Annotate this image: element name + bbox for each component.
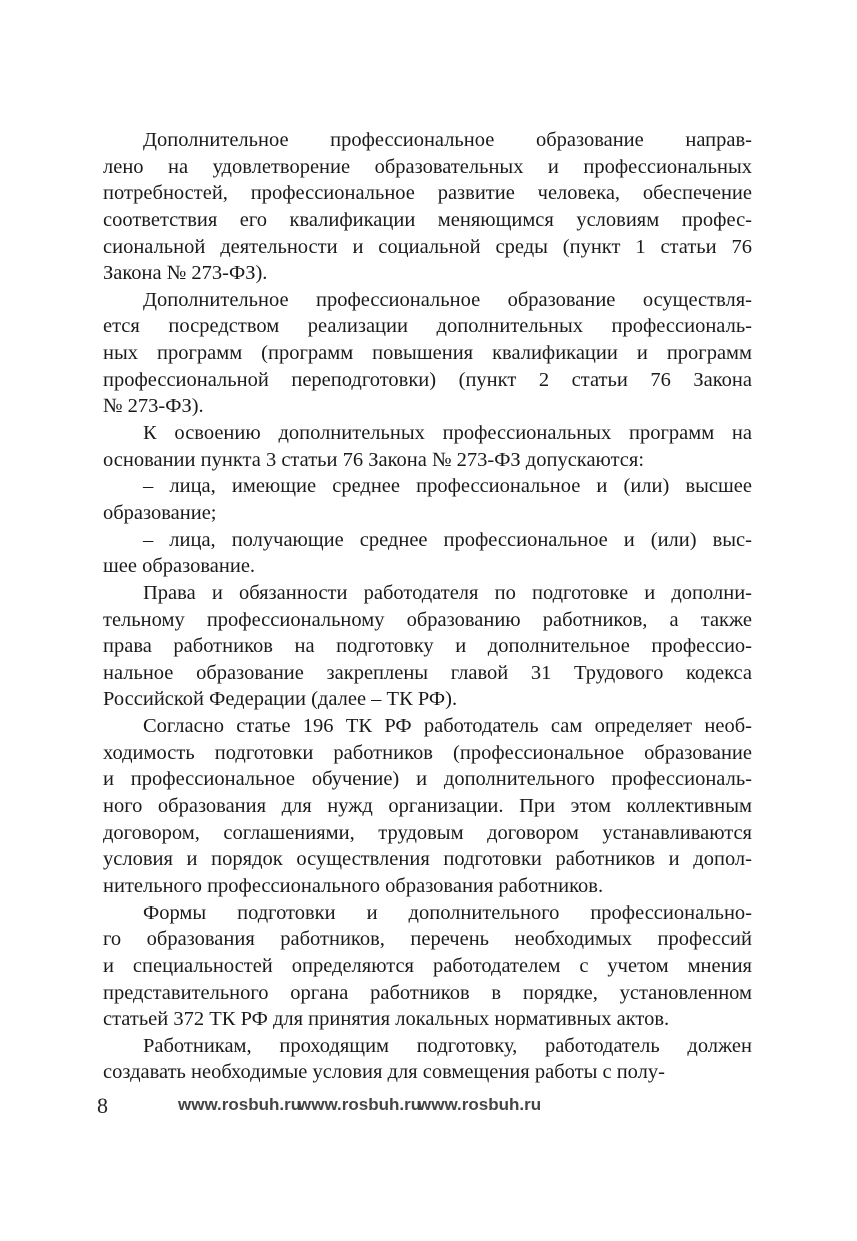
text-line: образование; bbox=[103, 501, 217, 524]
body-text bbox=[103, 127, 752, 1086]
paragraph bbox=[103, 713, 752, 899]
text-line: нальное образование закреплены главой 31 Трудового кодекса bbox=[103, 661, 752, 684]
text-line: К освоению дополнительных профессиональных программ на bbox=[143, 422, 752, 445]
paragraph bbox=[103, 473, 752, 526]
paragraph bbox=[103, 127, 752, 287]
paragraph bbox=[103, 527, 752, 580]
text-line: шее образование. bbox=[103, 555, 256, 578]
text-line: тельному профессиональному образованию работников, а также bbox=[103, 608, 752, 631]
text-line: № 273-ФЗ). bbox=[103, 395, 204, 418]
footer-url[interactable]: www.rosbuh.ru bbox=[178, 1095, 302, 1114]
text-line: представительного органа работников в порядке, установленном bbox=[103, 981, 752, 1004]
text-line: и специальностей определяются работодателем с учетом мнения bbox=[103, 954, 752, 977]
paragraph bbox=[103, 900, 752, 1033]
text-line: соответствия его квалификации меняющимся условиям профес- bbox=[103, 208, 752, 231]
text-line: статьей 372 ТК РФ для принятия локальных нормативных актов. bbox=[103, 1008, 670, 1031]
page-footer bbox=[97, 1093, 777, 1117]
text-line: создавать необходимые условия для совмещения работы с полу- bbox=[103, 1061, 665, 1084]
text-line: Работникам, проходящим подготовку, работодатель должен bbox=[143, 1034, 752, 1057]
text-line: Дополнительное профессиональное образование направ- bbox=[143, 129, 752, 151]
text-line: ных программ (программ повышения квалификации и программ bbox=[103, 342, 752, 365]
text-line: Закона № 273-ФЗ). bbox=[103, 262, 268, 285]
paragraph bbox=[103, 420, 752, 473]
text-line: нительного профессионального образования работников. bbox=[103, 874, 604, 897]
text-line: ется посредством реализации дополнительных профессиональ- bbox=[103, 315, 752, 338]
text-line: потребностей, профессиональное развитие человека, обеспечение bbox=[103, 182, 752, 205]
paragraph bbox=[103, 287, 752, 420]
text-line: основании пункта 3 статьи 76 Закона № 273-ФЗ допускаются: bbox=[103, 448, 645, 471]
text-line: го образования работников, перечень необходимых профессий bbox=[103, 928, 752, 951]
text-line: ного образования для нужд организации. При этом коллективным bbox=[103, 795, 752, 818]
text-line: Формы подготовки и дополнительного профессионально- bbox=[143, 901, 752, 924]
text-line: договором, соглашениями, трудовым договором устанавливаются bbox=[103, 821, 752, 844]
text-line: профессиональной переподготовки) (пункт 2 статьи 76 Закона bbox=[103, 368, 752, 391]
text-line: – лица, имеющие среднее профессиональное и (или) высшее bbox=[143, 475, 752, 498]
text-line: Дополнительное профессиональное образование осуществля- bbox=[143, 288, 752, 311]
text-line: Российской Федерации (далее – ТК РФ). bbox=[103, 688, 458, 711]
text-line: и профессиональное обучение) и дополнительного профессиональ- bbox=[103, 768, 752, 791]
text-line: лено на удовлетворение образовательных и профессиональных bbox=[103, 155, 752, 178]
page-number: 8 bbox=[97, 1093, 108, 1118]
paragraph bbox=[103, 580, 752, 713]
text-line: права работников на подготовку и дополнительное профессио- bbox=[103, 635, 752, 658]
text-line: – лица, получающие среднее профессиональное и (или) выс- bbox=[143, 528, 752, 551]
text-line: ходимость подготовки работников (профессиональное образование bbox=[103, 741, 752, 764]
text-line: сиональной деятельности и социальной среды (пункт 1 статьи 76 bbox=[103, 235, 752, 258]
footer-url[interactable]: www.rosbuh.ru bbox=[418, 1095, 542, 1114]
paragraph bbox=[103, 1033, 752, 1086]
text-line: Согласно статье 196 ТК РФ работодатель сам определяет необ- bbox=[143, 715, 752, 738]
footer-url[interactable]: www.rosbuh.ru bbox=[298, 1095, 422, 1114]
text-line: Права и обязанности работодателя по подготовке и дополни- bbox=[143, 581, 752, 604]
text-line: условия и порядок осуществления подготовки работников и допол- bbox=[103, 848, 752, 871]
